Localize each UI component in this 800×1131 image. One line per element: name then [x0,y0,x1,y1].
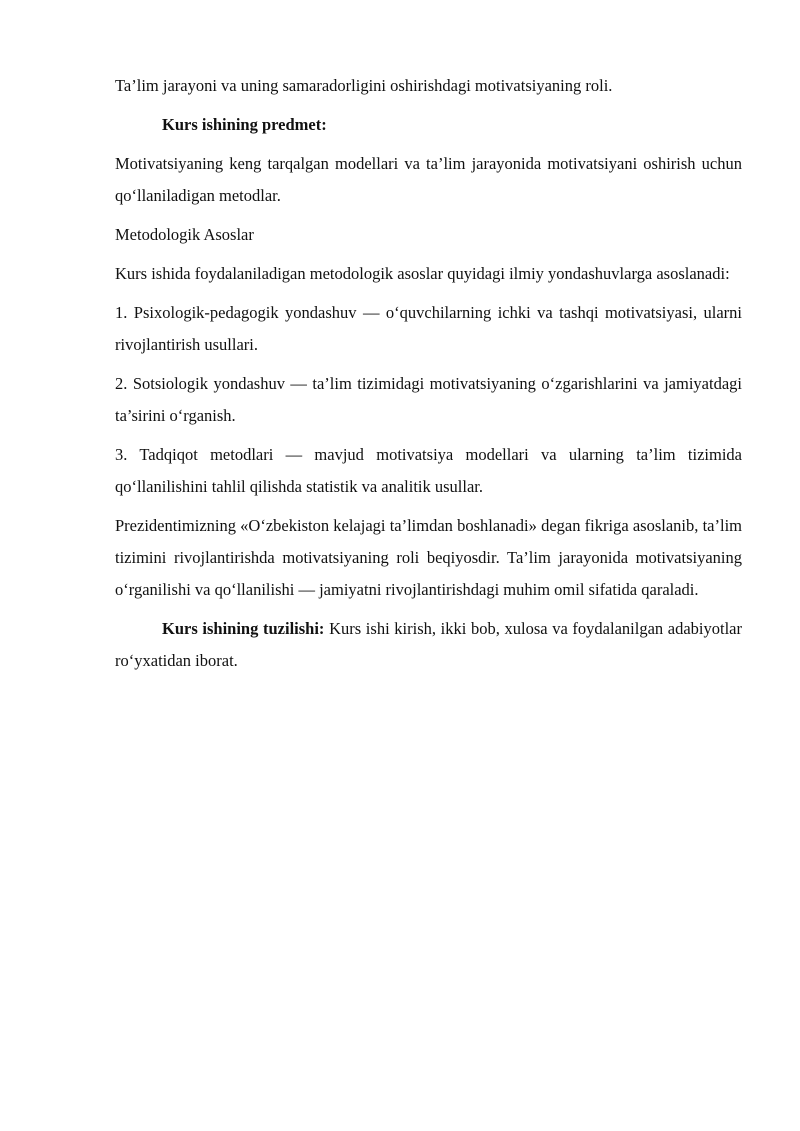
methodology-item: 1. Psixologik-pedagogik yondashuv — o‘quvchilarning ichki va tashqi motivatsiyasi, ularni rivojlantirish usullari. [115,303,742,354]
methodology-item: 2. Sotsiologik yondashuv — ta’lim tizimidagi motivatsiyaning o‘zgarishlarini va jamiyatdagi ta’sirini o‘rganish. [115,374,742,425]
subject-paragraph: Motivatsiyaning keng tarqalgan modellari va ta’lim jarayonida motivatsiyani oshirish uchun qo‘llaniladigan metodlar. [115,154,742,205]
intro-line: Ta’lim jarayoni va uning samaradorligini oshirishdagi motivatsiyaning roli. [115,76,613,95]
structure-heading: Kurs ishining tuzilishi: [162,619,325,638]
subject-heading: Kurs ishining predmet: [162,115,327,134]
structure-paragraph [115,613,742,677]
president-paragraph: Prezidentimizning «O‘zbekiston kelajagi ta’limdan boshlanadi» degan fikriga asoslanib, ta’lim tizimini rivojlantirishda motivatsiyaning roli beqiyosdir. Ta’lim jarayonida motivatsiyaning o‘rganilishi va qo‘llanilishi — jamiyatni rivojlantirishdagi muhim omil sifatida qaraladi. [115,516,742,599]
methodology-item: 3. Tadqiqot metodlari — mavjud motivatsiya modellari va ularning ta’lim tizimida qo‘llanilishini tahlil qilishda statistik va analitik usullar. [115,445,742,496]
methodology-intro: Kurs ishida foydalaniladigan metodologik asoslar quyidagi ilmiy yondashuvlarga asoslanadi: [115,264,730,283]
structure-text: Kurs ishi kirish, ikki bob, xulosa va foydalanilgan adabiyotlar ro‘yxatidan iborat. [115,619,743,670]
document-body [115,70,742,684]
methodology-heading: Metodologik Asoslar [115,225,254,244]
